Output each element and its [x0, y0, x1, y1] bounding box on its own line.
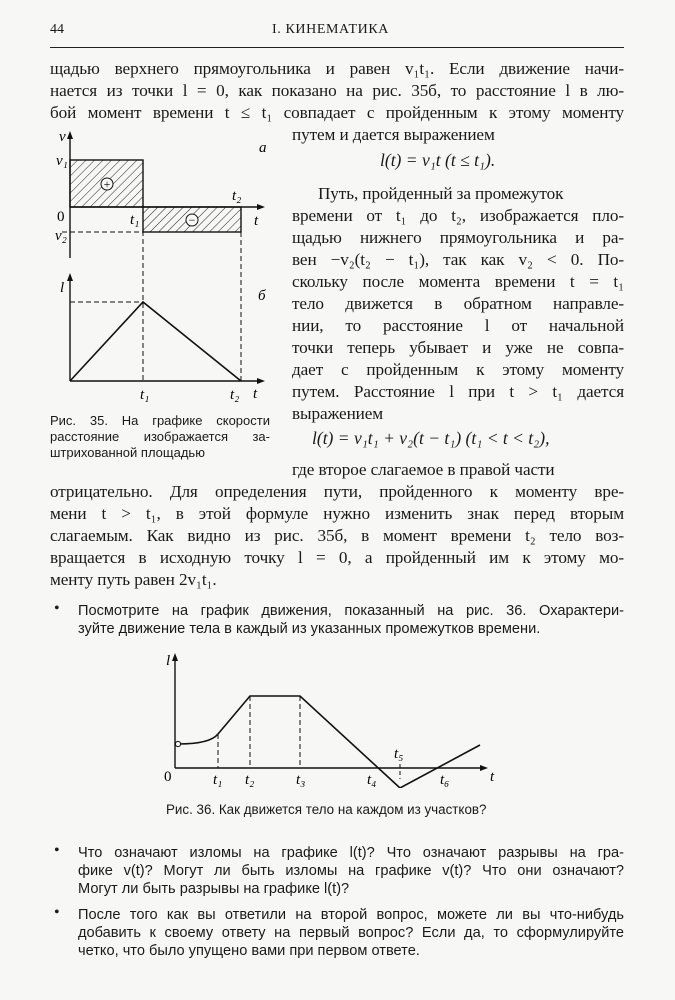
zero-label: 0	[57, 209, 65, 225]
v-axis-arrow-icon	[67, 131, 73, 139]
t4-label: t₄	[367, 772, 377, 788]
text-line: выражением	[292, 404, 384, 423]
text-line: После того как вы ответили на второй вопрос, можете ли вы что-нибудь	[78, 907, 624, 923]
figure-36-caption: Рис. 36. Как движется тело на каждом из участков?	[166, 802, 487, 817]
l-axis-label: l	[60, 280, 65, 296]
figure-36	[160, 648, 505, 788]
t-axis-label-a: t	[254, 213, 259, 229]
zero-label: 0	[164, 769, 172, 785]
start-point	[175, 741, 180, 746]
t-axis-label-b: t	[253, 386, 258, 402]
t1-label-b: t₁	[140, 387, 150, 403]
plus-sign: +	[103, 177, 111, 191]
text-line: тело движется в обратном направле-	[292, 294, 624, 313]
header-rule	[50, 47, 624, 48]
t6-label: t₆	[440, 772, 450, 788]
formula-1: l(t) = v₁t (t ≤ t₁).	[380, 150, 496, 170]
page-number: 44	[50, 22, 64, 37]
text-line: менту путь равен 2v₁t₁.	[50, 570, 217, 589]
text-line: вен −v₂(t₂ − t₁), так как v₂ < 0. По-	[292, 250, 624, 269]
l-axis-arrow-icon	[172, 653, 178, 661]
text-line: щадью нижнего прямоугольника и ра-	[292, 228, 624, 247]
text-line: зуйте движение тела в каждый из указанных промежутков времени.	[78, 621, 541, 637]
text-line: добавить к своему ответу на первый вопрос? Если да, то сформулируйте	[78, 925, 624, 941]
formula-2: l(t) = v₁t₁ + v₂(t − t₁) (t₁ < t < t₂),	[312, 428, 550, 448]
t5-label: t₅	[394, 746, 404, 762]
text-line: вращается в исходную точку l = 0, а пройденный им к этому мо-	[50, 548, 624, 567]
text-line: четко, что было упущено вами при первом ответе.	[78, 943, 420, 959]
v-axis-label: v	[59, 129, 66, 145]
bullet-icon: •	[54, 600, 60, 617]
label-b: б	[258, 288, 266, 304]
caption-line: Рис. 35. На графике скорости	[50, 413, 270, 428]
text-line: Посмотрите на график движения, показанный на рис. 36. Охарактери-	[78, 603, 624, 619]
text-line: где второе слагаемое в правой части	[292, 460, 555, 479]
chapter-title: I. КИНЕМАТИКА	[272, 22, 390, 37]
minus-sign: −	[188, 213, 196, 227]
text-line: бой момент времени t ≤ t₁ совпадает с пройденным к этому моменту	[50, 103, 624, 122]
text-line: Что означают изломы на графике l(t)? Что означают разрывы на гра-	[78, 845, 624, 861]
l-axis-arrow-icon	[67, 273, 73, 281]
text-line: Могут ли быть разрывы на графике l(t)?	[78, 881, 350, 897]
distance-curve	[70, 302, 241, 381]
text-line: нается из точки l = 0, как показано на рис. 35б, то расстояние l в лю-	[50, 81, 624, 100]
caption-line: расстояние изображается за-	[50, 429, 270, 444]
t1-label-a: t₁	[130, 212, 140, 228]
label-a: а	[259, 140, 267, 156]
v2-label: v₂	[55, 228, 67, 244]
t1-label: t₁	[213, 772, 223, 788]
t-axis-a-arrow-icon	[257, 204, 265, 210]
t2-label-a: t₂	[232, 188, 242, 204]
text-line: фике v(t)? Могут ли быть изломы на графике v(t)? Что они означают?	[78, 863, 624, 879]
bullet-icon: •	[54, 842, 60, 859]
t-axis-label: t	[490, 769, 495, 785]
text-line: точки теперь убывает и уже не совпа-	[292, 338, 624, 357]
text-line: путем и дается выражением	[292, 125, 495, 144]
l-axis-label: l	[166, 653, 171, 669]
t3-label: t₃	[296, 772, 306, 788]
text-line: щадью верхнего прямоугольника и равен v₁t₁. Если движение начи-	[50, 59, 624, 78]
t2-label: t₂	[245, 772, 255, 788]
text-line: нии, то расстояние l от начальной	[292, 316, 624, 335]
bullet-icon: •	[54, 904, 60, 921]
text-line: дает с пройденным к этому моменту	[292, 360, 624, 379]
text-line: отрицательно. Для определения пути, пройденного к моменту вре-	[50, 482, 624, 501]
t-axis-arrow-icon	[480, 765, 488, 771]
text-line: скольку после момента времени t = t₁	[292, 272, 624, 291]
caption-line: штрихованной площадью	[50, 445, 205, 460]
text-line: Путь, пройденный за промежуток	[318, 184, 564, 203]
figure-35	[50, 128, 285, 408]
t2-label-b: t₂	[230, 387, 240, 403]
text-line: мени t > t₁, в этой формуле нужно изменить знак перед вторым	[50, 504, 624, 523]
v1-label: v₁	[56, 153, 68, 169]
t-axis-b-arrow-icon	[257, 378, 265, 384]
text-line: путем. Расстояние l при t > t₁ дается	[292, 382, 624, 401]
figure-35-caption	[50, 413, 282, 461]
text-line: времени от t₁ до t₂, изображается пло-	[292, 206, 624, 225]
text-line: слагаемым. Как видно из рис. 35б, в момент времени t₂ тело воз-	[50, 526, 624, 545]
motion-curve	[178, 696, 480, 788]
